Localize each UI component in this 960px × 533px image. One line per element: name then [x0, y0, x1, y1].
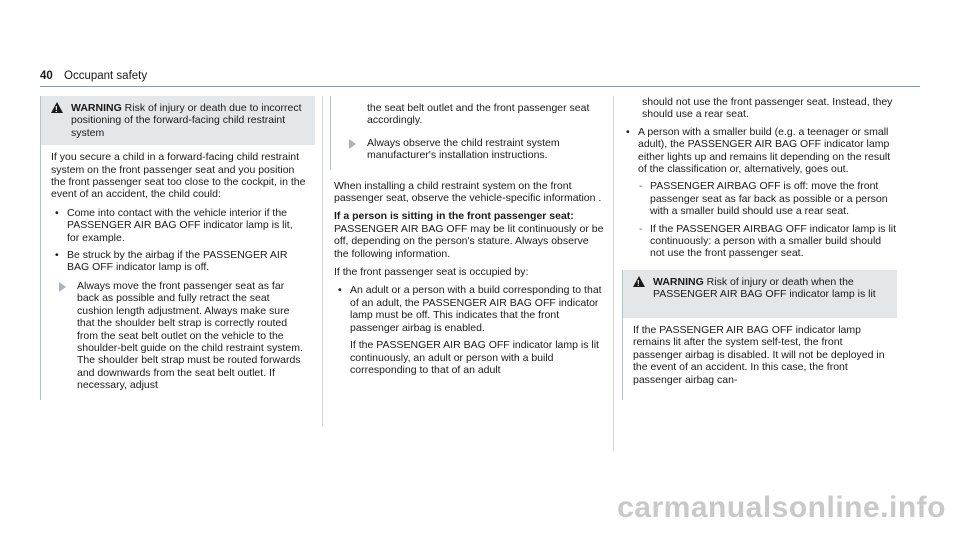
- column-divider: [322, 96, 323, 426]
- warning-header: [41, 96, 315, 145]
- warning-box-continued: [330, 96, 605, 170]
- arrow-icon: [349, 139, 356, 149]
- body-text: [330, 180, 605, 377]
- warning-body: [331, 96, 605, 170]
- warning-title: Risk of injury or death due to incorrect positioning of the forward-facing child restraint system: [71, 102, 302, 139]
- column-2: [330, 96, 605, 382]
- warning-header: [623, 270, 897, 318]
- sub-item: - If the PASSENGER AIRBAG OFF indicator lamp is lit continuously: a person with a smaller build should not use the front passenger seat.: [650, 223, 897, 260]
- occupant-list: [334, 284, 605, 376]
- sub-item: - PASSENGER AIRBAG OFF is off: move the front passenger seat as far back as possible or a person with a smaller build should use a rear seat.: [650, 180, 897, 217]
- action-step: [51, 280, 307, 392]
- bullet-item: • Come into contact with the vehicle interior if the PASSENGER AIR BAG OFF indicator lamp is lit, for example.: [67, 207, 307, 244]
- paragraph: [334, 210, 605, 260]
- column-1: [40, 96, 315, 400]
- action-step: [341, 137, 597, 162]
- warning-icon: [51, 102, 63, 113]
- action-continued: [341, 102, 597, 127]
- warning-box: [622, 270, 897, 400]
- action-text: the seat belt outlet and the front passenger seat accordingly.: [367, 102, 590, 127]
- warning-title: Risk of injury or death when the PASSENGER AIR BAG OFF indicator lamp is lit: [653, 275, 876, 301]
- page-header: [40, 70, 147, 82]
- warning-keyword: WARNING: [71, 102, 122, 114]
- paragraph: If the front passenger seat is occupied by:: [334, 266, 529, 279]
- column-divider: [613, 96, 614, 451]
- warning-keyword: WARNING: [653, 275, 704, 288]
- warning-body: [623, 318, 897, 400]
- paragraph-text: PASSENGER AIR BAG OFF may be lit continuously or be off, depending on the person's stature. Always observe the following information.: [334, 222, 604, 260]
- bullet-item: [350, 284, 605, 376]
- paragraph: When installing a child restraint system on the front passenger seat, observe the vehicle-specific information .: [334, 179, 602, 205]
- header-rule: [40, 86, 920, 87]
- watermark: carmanualsonline.info: [617, 491, 946, 524]
- action-text: Always observe the child restraint system manufacturer's installation instructions.: [367, 136, 560, 162]
- bullet-text: If the PASSENGER AIR BAG OFF indicator lamp is lit continuously, an adult or person with a build corresponding to that of an adult: [350, 339, 599, 376]
- warning-intro: If you secure a child in a forward-facing child restraint system on the front passenger seat and you position the front passenger seat too close to the cockpit, in the event of an accident, the child could:: [51, 151, 306, 201]
- page-number: 40: [40, 70, 53, 82]
- warning-text: If the PASSENGER AIR BAG OFF indicator lamp remains lit after the system self-test, the front passenger airbag is disabled. It will not be deployed in the event of an accident. In this case, the front passenger airbag can-: [633, 323, 885, 386]
- section-title: Occupant safety: [64, 70, 148, 82]
- warning-box: [40, 96, 315, 400]
- bullet-item: [638, 126, 897, 260]
- sub-list: [638, 180, 897, 259]
- emphasis: If a person is sitting in the front passenger seat:: [334, 210, 574, 223]
- bullet-text: An adult or a person with a build corresponding to that of an adult, the PASSENGER AIR BAG OFF indicator lamp must be off. This indicates that the front passenger airbag is enabled.: [350, 284, 602, 334]
- continued-text: should not use the front passenger seat. Instead, they should use a rear seat.: [642, 96, 893, 121]
- warning-body: [41, 145, 315, 399]
- warning-bullets: [51, 207, 307, 274]
- column-3: [622, 96, 897, 400]
- warning-icon: [633, 276, 645, 287]
- bullet-item: • Be struck by the airbag if the PASSENGER AIR BAG OFF indicator lamp is off.: [67, 249, 307, 274]
- arrow-icon: [59, 282, 66, 292]
- occupant-list: [622, 126, 897, 260]
- bullet-text: A person with a smaller build (e.g. a teenager or small adult), the PASSENGER AIR BAG OFF indicator lamp either lights up and remains lit depending on the result of the classification or, alternatively, goes out.: [638, 125, 891, 176]
- action-text: Always move the front passenger seat as far back as possible and fully retract the seat cushion length adjustment. Always make sure that the shoulder belt strap is correctly routed from the seat belt outlet on the vehicle to the shoulder-belt guide on the child restraint system. The shoulder belt strap must be routed forwards and downwards from the seat belt outlet. If necessary, adjust: [77, 279, 303, 392]
